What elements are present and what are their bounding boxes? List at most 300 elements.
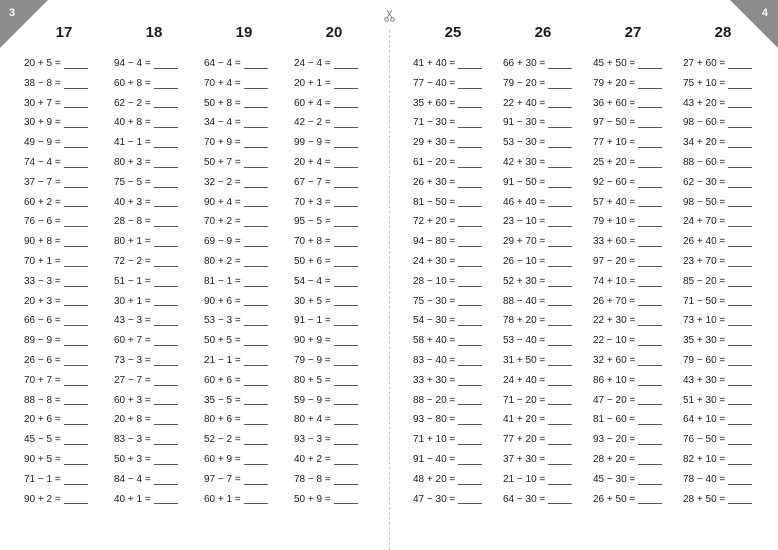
- answer-blank[interactable]: [244, 79, 268, 89]
- problem-expression: 28 + 50 =: [683, 493, 726, 505]
- answer-blank[interactable]: [728, 296, 752, 306]
- answer-blank[interactable]: [334, 217, 358, 227]
- problem-row: [593, 153, 673, 173]
- answer-blank[interactable]: [728, 98, 752, 108]
- answer-blank[interactable]: [638, 217, 662, 227]
- problem-row: [683, 410, 763, 430]
- answer-blank[interactable]: [154, 98, 178, 108]
- answer-blank[interactable]: [64, 98, 88, 108]
- exercise-column: [294, 22, 374, 509]
- problem-row: [294, 450, 374, 470]
- exercise-column: [413, 22, 493, 509]
- answer-blank[interactable]: [638, 158, 662, 168]
- answer-blank[interactable]: [244, 415, 268, 425]
- answer-blank[interactable]: [728, 59, 752, 69]
- problem-row: [503, 193, 583, 213]
- answer-blank[interactable]: [154, 296, 178, 306]
- answer-blank[interactable]: [334, 79, 358, 89]
- problem-expression: 90 + 4 =: [204, 196, 241, 208]
- problem-expression: 81 − 1 =: [204, 275, 241, 287]
- answer-blank[interactable]: [154, 178, 178, 188]
- answer-blank[interactable]: [64, 217, 88, 227]
- answer-blank[interactable]: [728, 158, 752, 168]
- problem-expression: 22 + 30 =: [593, 315, 636, 327]
- problem-row: [413, 331, 493, 351]
- answer-blank[interactable]: [244, 356, 268, 366]
- problem-expression: 88 − 60 =: [683, 156, 726, 168]
- answer-blank[interactable]: [458, 158, 482, 168]
- answer-blank[interactable]: [154, 356, 178, 366]
- problem-expression: 71 − 1 =: [24, 473, 61, 485]
- problem-row: [503, 94, 583, 114]
- answer-blank[interactable]: [64, 316, 88, 326]
- answer-blank[interactable]: [458, 395, 482, 405]
- answer-blank[interactable]: [334, 395, 358, 405]
- problem-expression: 91 − 30 =: [503, 117, 546, 129]
- answer-blank[interactable]: [244, 316, 268, 326]
- answer-blank[interactable]: [638, 277, 662, 287]
- answer-blank[interactable]: [458, 217, 482, 227]
- problem-row: [503, 272, 583, 292]
- problem-row: [503, 54, 583, 74]
- problem-expression: 97 − 7 =: [204, 473, 241, 485]
- answer-blank[interactable]: [334, 138, 358, 148]
- answer-blank[interactable]: [154, 118, 178, 128]
- answer-blank[interactable]: [154, 257, 178, 267]
- problem-row: [114, 212, 194, 232]
- answer-blank[interactable]: [548, 415, 572, 425]
- answer-blank[interactable]: [244, 118, 268, 128]
- answer-blank[interactable]: [728, 197, 752, 207]
- problem-row: [413, 74, 493, 94]
- answer-blank[interactable]: [458, 356, 482, 366]
- answer-blank[interactable]: [154, 395, 178, 405]
- answer-blank[interactable]: [728, 336, 752, 346]
- problem-row: [683, 173, 763, 193]
- answer-blank[interactable]: [728, 178, 752, 188]
- answer-blank[interactable]: [728, 435, 752, 445]
- answer-blank[interactable]: [548, 197, 572, 207]
- answer-blank[interactable]: [334, 494, 358, 504]
- problem-row: [503, 331, 583, 351]
- problem-row: [683, 113, 763, 133]
- problem-expression: 53 − 40 =: [503, 335, 546, 347]
- problem-expression: 43 − 3 =: [114, 315, 151, 327]
- problem-expression: 51 + 30 =: [683, 394, 726, 406]
- answer-blank[interactable]: [64, 178, 88, 188]
- problem-expression: 79 − 9 =: [294, 354, 331, 366]
- answer-blank[interactable]: [334, 376, 358, 386]
- answer-blank[interactable]: [334, 59, 358, 69]
- answer-blank[interactable]: [728, 316, 752, 326]
- answer-blank[interactable]: [154, 336, 178, 346]
- answer-blank[interactable]: [728, 138, 752, 148]
- answer-blank[interactable]: [154, 59, 178, 69]
- answer-blank[interactable]: [458, 59, 482, 69]
- answer-blank[interactable]: [154, 79, 178, 89]
- problem-row: [204, 410, 284, 430]
- answer-blank[interactable]: [548, 257, 572, 267]
- problem-expression: 59 − 9 =: [294, 394, 331, 406]
- problem-row: [593, 371, 673, 391]
- answer-blank[interactable]: [154, 494, 178, 504]
- answer-blank[interactable]: [638, 237, 662, 247]
- answer-blank[interactable]: [548, 376, 572, 386]
- answer-blank[interactable]: [548, 277, 572, 287]
- answer-blank[interactable]: [458, 336, 482, 346]
- answer-blank[interactable]: [154, 316, 178, 326]
- answer-blank[interactable]: [728, 79, 752, 89]
- answer-blank[interactable]: [64, 415, 88, 425]
- problem-expression: 37 + 30 =: [503, 453, 546, 465]
- answer-blank[interactable]: [458, 475, 482, 485]
- answer-blank[interactable]: [638, 296, 662, 306]
- exercise-column: [24, 22, 104, 509]
- answer-blank[interactable]: [458, 455, 482, 465]
- answer-blank[interactable]: [728, 118, 752, 128]
- problem-expression: 83 − 40 =: [413, 354, 456, 366]
- problem-expression: 60 + 9 =: [204, 453, 241, 465]
- problem-row: [683, 450, 763, 470]
- answer-blank[interactable]: [334, 316, 358, 326]
- answer-blank[interactable]: [728, 395, 752, 405]
- answer-blank[interactable]: [64, 237, 88, 247]
- problem-row: [503, 173, 583, 193]
- answer-blank[interactable]: [548, 475, 572, 485]
- answer-blank[interactable]: [728, 237, 752, 247]
- answer-blank[interactable]: [728, 475, 752, 485]
- problem-expression: 91 − 50 =: [503, 176, 546, 188]
- answer-blank[interactable]: [638, 475, 662, 485]
- answer-blank[interactable]: [458, 415, 482, 425]
- answer-blank[interactable]: [548, 217, 572, 227]
- answer-blank[interactable]: [548, 138, 572, 148]
- problem-expression: 85 − 20 =: [683, 275, 726, 287]
- answer-blank[interactable]: [244, 395, 268, 405]
- answer-blank[interactable]: [728, 494, 752, 504]
- answer-blank[interactable]: [334, 455, 358, 465]
- problem-row: [503, 311, 583, 331]
- answer-blank[interactable]: [458, 435, 482, 445]
- answer-blank[interactable]: [64, 395, 88, 405]
- answer-blank[interactable]: [334, 257, 358, 267]
- answer-blank[interactable]: [64, 257, 88, 267]
- problem-expression: 60 + 8 =: [114, 77, 151, 89]
- answer-blank[interactable]: [458, 296, 482, 306]
- problem-expression: 47 − 30 =: [413, 493, 456, 505]
- problem-expression: 80 + 3 =: [114, 156, 151, 168]
- problem-expression: 46 + 40 =: [503, 196, 546, 208]
- answer-blank[interactable]: [458, 316, 482, 326]
- problem-row: [294, 193, 374, 213]
- answer-blank[interactable]: [638, 79, 662, 89]
- answer-blank[interactable]: [154, 138, 178, 148]
- problem-row: [204, 331, 284, 351]
- answer-blank[interactable]: [728, 277, 752, 287]
- answer-blank[interactable]: [244, 336, 268, 346]
- answer-blank[interactable]: [64, 59, 88, 69]
- answer-blank[interactable]: [154, 237, 178, 247]
- answer-blank[interactable]: [548, 296, 572, 306]
- answer-blank[interactable]: [458, 197, 482, 207]
- problem-expression: 79 + 20 =: [593, 77, 636, 89]
- answer-blank[interactable]: [548, 237, 572, 247]
- problem-row: [204, 94, 284, 114]
- answer-blank[interactable]: [458, 494, 482, 504]
- answer-blank[interactable]: [728, 415, 752, 425]
- answer-blank[interactable]: [548, 59, 572, 69]
- problem-expression: 29 + 30 =: [413, 137, 456, 149]
- answer-blank[interactable]: [728, 356, 752, 366]
- answer-blank[interactable]: [244, 376, 268, 386]
- answer-blank[interactable]: [334, 98, 358, 108]
- answer-blank[interactable]: [548, 336, 572, 346]
- answer-blank[interactable]: [458, 118, 482, 128]
- answer-blank[interactable]: [728, 455, 752, 465]
- answer-blank[interactable]: [638, 59, 662, 69]
- answer-blank[interactable]: [64, 376, 88, 386]
- answer-blank[interactable]: [458, 178, 482, 188]
- problem-row: [503, 292, 583, 312]
- problem-expression: 50 + 9 =: [294, 493, 331, 505]
- problem-expression: 49 − 9 =: [24, 137, 61, 149]
- answer-blank[interactable]: [64, 455, 88, 465]
- answer-blank[interactable]: [154, 376, 178, 386]
- answer-blank[interactable]: [548, 158, 572, 168]
- answer-blank[interactable]: [458, 237, 482, 247]
- answer-blank[interactable]: [638, 316, 662, 326]
- problem-expression: 50 + 3 =: [114, 453, 151, 465]
- problem-row: [593, 252, 673, 272]
- problem-expression: 20 + 6 =: [24, 414, 61, 426]
- problem-row: [24, 490, 104, 510]
- problem-expression: 50 + 5 =: [204, 335, 241, 347]
- right-page: [389, 0, 778, 550]
- answer-blank[interactable]: [64, 296, 88, 306]
- problem-expression: 70 + 8 =: [294, 236, 331, 248]
- answer-blank[interactable]: [638, 395, 662, 405]
- answer-blank[interactable]: [334, 336, 358, 346]
- problem-expression: 91 − 40 =: [413, 453, 456, 465]
- answer-blank[interactable]: [64, 475, 88, 485]
- problem-expression: 74 − 4 =: [24, 156, 61, 168]
- answer-blank[interactable]: [334, 296, 358, 306]
- problem-expression: 53 − 30 =: [503, 137, 546, 149]
- problem-expression: 24 + 70 =: [683, 216, 726, 228]
- problem-expression: 30 + 7 =: [24, 97, 61, 109]
- problem-row: [114, 272, 194, 292]
- answer-blank[interactable]: [548, 356, 572, 366]
- problem-row: [24, 272, 104, 292]
- answer-blank[interactable]: [548, 455, 572, 465]
- problem-expression: 64 + 10 =: [683, 414, 726, 426]
- problem-expression: 73 + 10 =: [683, 315, 726, 327]
- problem-row: [24, 391, 104, 411]
- answer-blank[interactable]: [244, 494, 268, 504]
- problem-expression: 64 − 4 =: [204, 58, 241, 69]
- answer-blank[interactable]: [154, 435, 178, 445]
- problem-row: [204, 311, 284, 331]
- answer-blank[interactable]: [638, 118, 662, 128]
- answer-blank[interactable]: [548, 118, 572, 128]
- problem-expression: 22 + 40 =: [503, 97, 546, 109]
- answer-blank[interactable]: [154, 197, 178, 207]
- exercise-column: [593, 22, 673, 509]
- answer-blank[interactable]: [244, 475, 268, 485]
- answer-blank[interactable]: [154, 475, 178, 485]
- problem-row: [24, 292, 104, 312]
- problem-row: [114, 470, 194, 490]
- answer-blank[interactable]: [334, 415, 358, 425]
- answer-blank[interactable]: [244, 178, 268, 188]
- problem-row: [114, 94, 194, 114]
- answer-blank[interactable]: [638, 435, 662, 445]
- answer-blank[interactable]: [638, 336, 662, 346]
- answer-blank[interactable]: [64, 118, 88, 128]
- answer-blank[interactable]: [334, 158, 358, 168]
- problem-expression: 45 − 30 =: [593, 473, 636, 485]
- answer-blank[interactable]: [244, 217, 268, 227]
- answer-blank[interactable]: [244, 98, 268, 108]
- problem-expression: 79 − 60 =: [683, 354, 726, 366]
- answer-blank[interactable]: [334, 475, 358, 485]
- answer-blank[interactable]: [244, 158, 268, 168]
- problem-expression: 80 + 1 =: [114, 236, 151, 248]
- answer-blank[interactable]: [334, 356, 358, 366]
- answer-blank[interactable]: [64, 138, 88, 148]
- problem-row: [413, 133, 493, 153]
- problem-row: [593, 391, 673, 411]
- exercise-number: 19: [235, 24, 253, 41]
- answer-blank[interactable]: [638, 494, 662, 504]
- problem-expression: 53 − 3 =: [204, 315, 241, 327]
- problem-expression: 33 + 30 =: [413, 374, 456, 386]
- answer-blank[interactable]: [334, 435, 358, 445]
- problem-row: [593, 450, 673, 470]
- answer-blank[interactable]: [64, 158, 88, 168]
- answer-blank[interactable]: [64, 79, 88, 89]
- problem-expression: 42 − 2 =: [294, 117, 331, 129]
- problem-expression: 83 − 3 =: [114, 434, 151, 446]
- problem-expression: 93 − 80 =: [413, 414, 456, 426]
- problem-row: [204, 54, 284, 74]
- problem-row: [683, 232, 763, 252]
- problem-row: [413, 212, 493, 232]
- answer-blank[interactable]: [334, 277, 358, 287]
- answer-blank[interactable]: [244, 59, 268, 69]
- answer-blank[interactable]: [334, 178, 358, 188]
- problem-expression: 75 − 5 =: [114, 176, 151, 188]
- answer-blank[interactable]: [154, 455, 178, 465]
- answer-blank[interactable]: [244, 296, 268, 306]
- answer-blank[interactable]: [458, 376, 482, 386]
- problem-row: [294, 252, 374, 272]
- answer-blank[interactable]: [548, 316, 572, 326]
- answer-blank[interactable]: [728, 217, 752, 227]
- answer-blank[interactable]: [64, 197, 88, 207]
- answer-blank[interactable]: [64, 336, 88, 346]
- answer-blank[interactable]: [458, 79, 482, 89]
- answer-blank[interactable]: [548, 79, 572, 89]
- answer-blank[interactable]: [638, 415, 662, 425]
- problem-expression: 97 − 50 =: [593, 117, 636, 129]
- problem-expression: 22 − 10 =: [593, 335, 636, 347]
- answer-blank[interactable]: [154, 415, 178, 425]
- answer-blank[interactable]: [64, 277, 88, 287]
- answer-blank[interactable]: [244, 277, 268, 287]
- answer-blank[interactable]: [548, 98, 572, 108]
- problem-expression: 24 + 40 =: [503, 374, 546, 386]
- answer-blank[interactable]: [334, 237, 358, 247]
- answer-blank[interactable]: [458, 277, 482, 287]
- problem-expression: 20 + 1 =: [294, 77, 331, 89]
- problem-row: [503, 113, 583, 133]
- problem-expression: 57 + 40 =: [593, 196, 636, 208]
- answer-blank[interactable]: [458, 257, 482, 267]
- answer-blank[interactable]: [334, 197, 358, 207]
- answer-blank[interactable]: [154, 158, 178, 168]
- problem-expression: 21 − 1 =: [204, 354, 241, 366]
- answer-blank[interactable]: [548, 395, 572, 405]
- answer-blank[interactable]: [244, 435, 268, 445]
- answer-blank[interactable]: [728, 376, 752, 386]
- exercise-number: 17: [55, 24, 73, 41]
- answer-blank[interactable]: [154, 217, 178, 227]
- answer-blank[interactable]: [638, 376, 662, 386]
- answer-blank[interactable]: [548, 178, 572, 188]
- answer-blank[interactable]: [64, 494, 88, 504]
- answer-blank[interactable]: [638, 356, 662, 366]
- answer-blank[interactable]: [638, 197, 662, 207]
- problem-expression: 25 + 20 =: [593, 156, 636, 168]
- exercise-number: 25: [444, 24, 462, 41]
- answer-blank[interactable]: [458, 138, 482, 148]
- answer-blank[interactable]: [638, 257, 662, 267]
- answer-blank[interactable]: [548, 435, 572, 445]
- answer-blank[interactable]: [244, 257, 268, 267]
- answer-blank[interactable]: [64, 435, 88, 445]
- problem-row: [294, 430, 374, 450]
- answer-blank[interactable]: [334, 118, 358, 128]
- exercise-column: [503, 22, 583, 509]
- problem-expression: 97 − 20 =: [593, 255, 636, 267]
- answer-blank[interactable]: [548, 494, 572, 504]
- answer-blank[interactable]: [638, 455, 662, 465]
- answer-blank[interactable]: [638, 138, 662, 148]
- problem-row: [593, 232, 673, 252]
- answer-blank[interactable]: [244, 455, 268, 465]
- answer-blank[interactable]: [458, 98, 482, 108]
- answer-blank[interactable]: [154, 277, 178, 287]
- answer-blank[interactable]: [244, 138, 268, 148]
- problem-row: [683, 292, 763, 312]
- problem-expression: 78 − 8 =: [294, 473, 331, 485]
- problem-row: [114, 74, 194, 94]
- problem-row: [294, 351, 374, 371]
- answer-blank[interactable]: [244, 197, 268, 207]
- answer-blank[interactable]: [638, 98, 662, 108]
- problem-expression: 24 − 4 =: [294, 58, 331, 69]
- answer-blank[interactable]: [64, 356, 88, 366]
- page-number-right: 4: [761, 7, 768, 19]
- answer-blank[interactable]: [244, 237, 268, 247]
- problem-expression: 99 − 9 =: [294, 137, 331, 149]
- problem-expression: 34 + 20 =: [683, 137, 726, 149]
- problem-row: [294, 232, 374, 252]
- problem-row: [114, 173, 194, 193]
- answer-blank[interactable]: [728, 257, 752, 267]
- answer-blank[interactable]: [638, 178, 662, 188]
